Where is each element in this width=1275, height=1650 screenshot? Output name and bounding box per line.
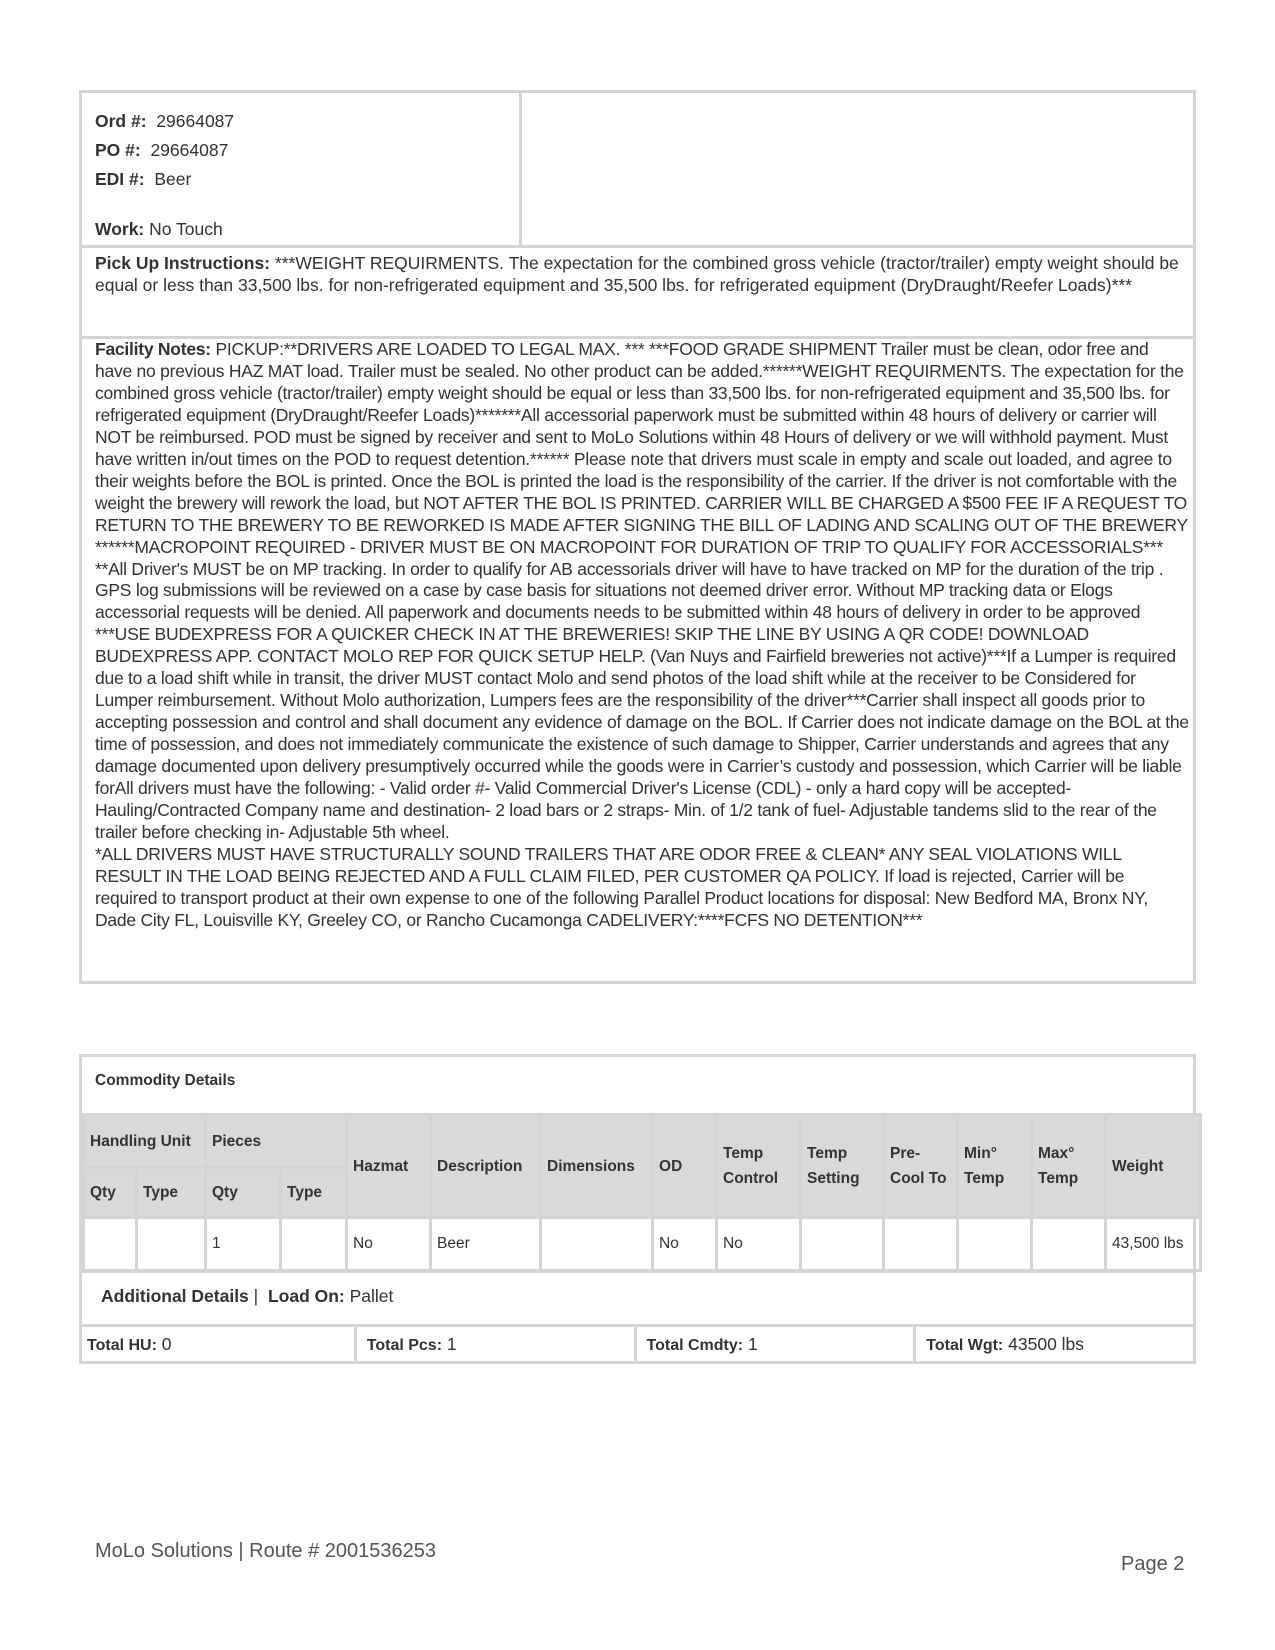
pickup-instructions-text: ***WEIGHT REQUIRMENTS. The expectation for the combined gross vehicle (tractor/trailer) empty weight should be equal or less than 33,500 lbs. for non-refrigerated equipment and 35,500 lbs. for refrigerated equipment (DryDraught/Reefer Loads)*** (95, 253, 1179, 295)
max-temp-header: Max° Temp (1032, 1115, 1106, 1218)
total-cmdty-label: Total Cmdty: (646, 1337, 744, 1354)
temp-control-cell: No (717, 1218, 801, 1271)
hu-qty-cell (84, 1218, 137, 1271)
pieces-qty-header: Qty (206, 1168, 281, 1218)
hu-type-header: Type (137, 1168, 206, 1218)
total-wgt (916, 1327, 1193, 1364)
description-cell: Beer (431, 1218, 541, 1271)
pieces-qty-cell: 1 (206, 1218, 281, 1271)
work-line (95, 215, 506, 244)
footer-route: MoLo Solutions | Route # 2001536253 (95, 1540, 437, 1562)
total-wgt-label: Total Wgt: (926, 1337, 1004, 1354)
min-temp-cell (958, 1218, 1032, 1271)
additional-details-separator: | (253, 1286, 259, 1306)
facility-notes-paragraph (95, 339, 1189, 844)
po-number-value: 29664087 (150, 140, 229, 160)
total-hu-label: Total HU: (87, 1337, 157, 1354)
pre-cool-cell (884, 1218, 958, 1271)
load-on-value: Pallet (349, 1286, 394, 1306)
weight-cell: 43,500 lbs (1106, 1218, 1201, 1271)
edi-number-value: Beer (154, 169, 192, 189)
hazmat-header: Hazmat (347, 1115, 431, 1218)
facility-notes-qa-policy: *ALL DRIVERS MUST HAVE STRUCTURALLY SOUND TRAILERS THAT ARE ODOR FREE & CLEAN* ANY SEAL VIOLATIONS WILL RESULT IN THE LOAD BEING REJECTED AND A FULL CLAIM FILED, PER CUSTOMER QA POLICY. If load is rejected, Carrier will be required to transport product at their own expense to one of the following Parallel Product locations for disposal: New Bedford MA, Bronx NY, Dade City FL, Louisville KY, Greeley CO, or Rancho Cucamonga CADELIVERY:****FCFS NO DETENTION*** (95, 843, 1148, 930)
temp-setting-header: Temp Setting (801, 1115, 884, 1218)
dimensions-header: Dimensions (541, 1115, 653, 1218)
total-wgt-value: 43500 lbs (1008, 1334, 1085, 1354)
pickup-instructions (82, 245, 1193, 336)
work-label: Work: (95, 219, 145, 239)
min-temp-header: Min° Temp (958, 1115, 1032, 1218)
pre-cool-header: Pre-Cool To (884, 1115, 958, 1218)
weight-header: Weight (1106, 1115, 1201, 1218)
hu-type-cell (137, 1218, 206, 1271)
hazmat-cell: No (347, 1218, 431, 1271)
max-temp-cell (1032, 1218, 1106, 1271)
commodity-details-title: Commodity Details (95, 1072, 236, 1089)
total-pcs-label: Total Pcs: (366, 1337, 443, 1354)
commodity-header-row (84, 1115, 1201, 1168)
hu-qty-header: Qty (84, 1168, 137, 1218)
handling-unit-header: Handling Unit (84, 1115, 206, 1168)
commodity-table (82, 1113, 1202, 1272)
page-number: Page 2 (1121, 1553, 1185, 1575)
order-number-value: 29664087 (156, 111, 235, 131)
dimensions-cell (541, 1218, 653, 1271)
order-number-line (95, 107, 506, 136)
total-hu-value: 0 (161, 1334, 172, 1354)
od-header: OD (653, 1115, 717, 1218)
totals-row (82, 1324, 1193, 1364)
temp-setting-cell (801, 1218, 884, 1271)
total-pcs-value: 1 (446, 1334, 457, 1354)
total-hu (82, 1327, 357, 1364)
additional-details-label: Additional Details (101, 1286, 249, 1306)
pieces-type-cell (281, 1218, 347, 1271)
commodity-details-box (79, 1054, 1196, 1364)
additional-details (82, 1270, 1193, 1324)
description-header: Description (431, 1115, 541, 1218)
order-details-box (79, 90, 1196, 984)
od-cell: No (653, 1218, 717, 1271)
order-header (82, 93, 522, 245)
order-number-label: Ord #: (95, 111, 147, 131)
facility-notes-label: Facility Notes: (95, 339, 211, 359)
temp-control-header: Temp Control (717, 1115, 801, 1218)
edi-number-label: EDI #: (95, 169, 145, 189)
work-value: No Touch (149, 219, 223, 239)
total-cmdty-value: 1 (747, 1334, 758, 1354)
po-number-label: PO #: (95, 140, 141, 160)
edi-number-line (95, 165, 506, 194)
load-on-label: Load On: (267, 1286, 345, 1306)
pieces-header: Pieces (206, 1115, 347, 1168)
po-number-line (95, 136, 506, 165)
table-row (84, 1218, 1201, 1271)
pieces-type-header: Type (281, 1168, 347, 1218)
facility-notes (82, 336, 1193, 984)
total-pcs (357, 1327, 637, 1364)
facility-notes-text: PICKUP:**DRIVERS ARE LOADED TO LEGAL MAX. *** ***FOOD GRADE SHIPMENT Trailer must be clean, odor free and have no previous HAZ MAT load. Trailer must be sealed. No other product can be added.******WEIGHT REQUIRMENTS. The expectation for the combined gross vehicle (tractor/trailer) empty weight should be equal or less than 33,500 lbs. for non-refrigerated equipment and 35,500 lbs. for refrigerated equipment (DryDraught/Reefer Loads)*******All accessorial paperwork must be submitted within 48 hours of delivery or carrier will NOT be reimbursed. POD must be signed by receiver and sent to MoLo Solutions within 48 Hours of delivery or we will withhold payment. Must have written in/out times on the POD to request detention.****** Please note that drivers must scale in empty and scale out loaded, and agree to their weights before the BOL is printed. Once the BOL is printed the load is the responsibility of the carrier. If the driver is not comfortable with the weight the brewery will rework the load, but NOT AFTER THE BOL IS PRINTED. CARRIER WILL BE CHARGED A $500 FEE IF A REQUEST TO RETURN TO THE BREWERY TO BE REWORKED IS MADE AFTER SIGNING THE BILL OF LADING AND SCALING OUT OF THE BREWERY ******MACROPOINT REQUIRED - DRIVER MUST BE ON MACROPOINT FOR DURATION OF TRIP TO QUALIFY FOR ACCESSORIALS*** **All Driver's MUST be on MP tracking. In order to qualify for AB accessorials driver will have to have tracked on MP for the duration of the trip . GPS log submissions will be reviewed on a case by case basis for situations not deemed driver error. Without MP tracking data or Elogs accessorial requests will be denied. All paperwork and documents needs to be submitted within 48 hours of delivery in order to be approved ***USE BUDEXPRESS FOR A QUICKER CHECK IN AT THE BREWERIES! SKIP THE LINE BY USING A QR CODE! DOWNLOAD BUDEXPRESS APP. CONTACT MOLO REP FOR QUICK SETUP HELP. (Van Nuys and Fairfield breweries not active)***If a Lumper is required due to a load shift while in transit, the driver MUST contact Molo and send photos of the load shift while at the receiver to be Considered for Lumper reimbursement. Without Molo authorization, Lumpers fees are the responsibility of the driver***Carrier shall inspect all goods prior to accepting possession and control and shall document any evidence of damage on the BOL. If Carrier does not indicate damage on the BOL at the time of possession, and does not immediately communicate the existence of such damage to Shipper, Carrier understands and agrees that any damage documented upon delivery presumptively occurred while the goods were in Carrier’s custody and possession, which Carrier will be liable forAll drivers must have the following: - Valid order #- Valid Commercial Driver's License (CDL) - only a hard copy will be accepted-Hauling/Contracted Company name and destination- 2 load bars or 2 straps- Min. of 1/2 tank of fuel- Adjustable tandems slid to the rear of the trailer before checking in- Adjustable 5th wheel. (95, 339, 1189, 842)
pickup-instructions-label: Pick Up Instructions: (95, 253, 271, 273)
total-cmdty (637, 1327, 917, 1364)
